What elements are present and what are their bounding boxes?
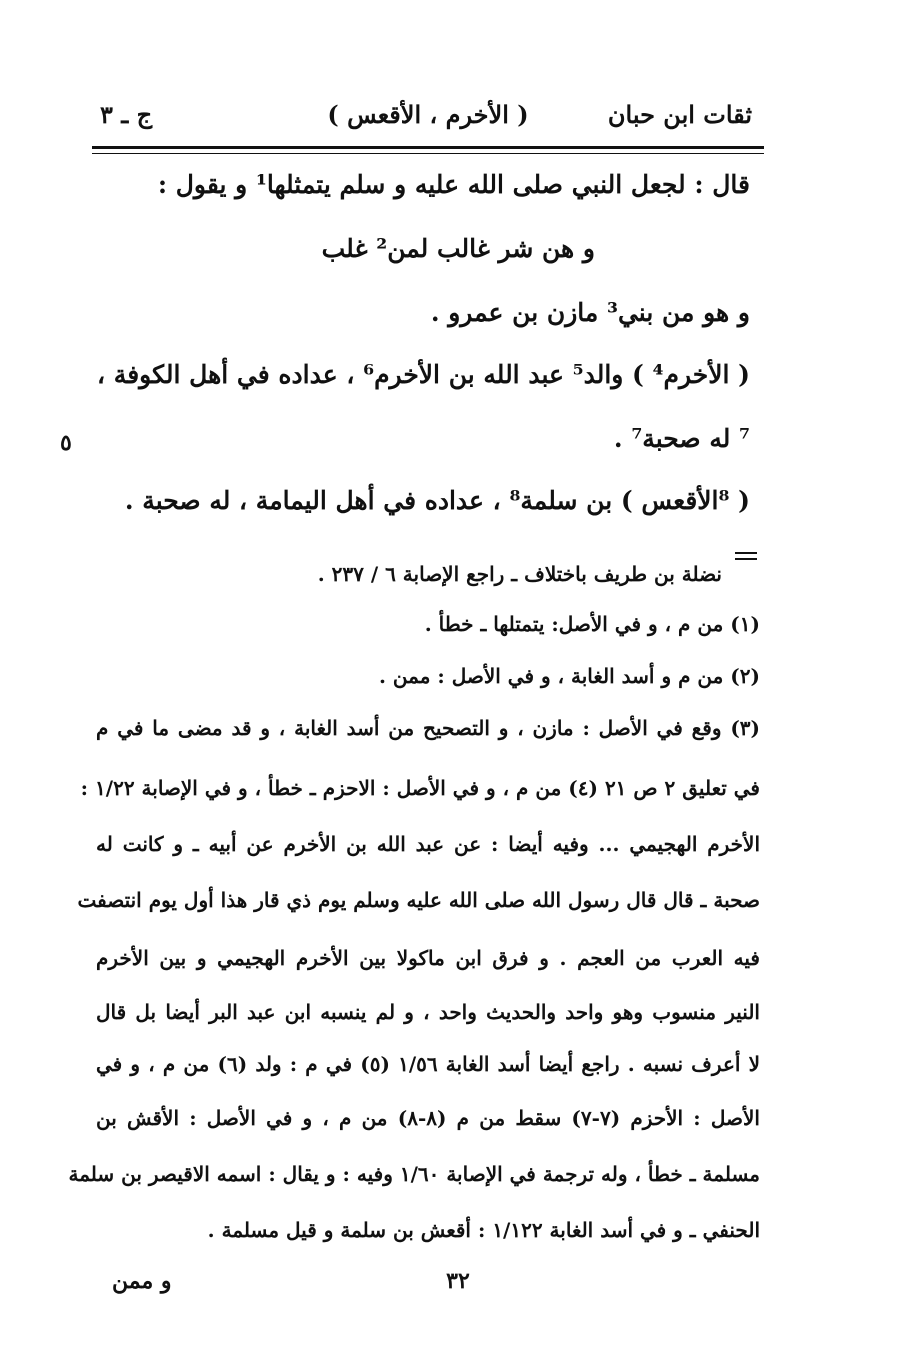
footnote-2: (٢) من م و أسد الغابة ، و في الأصل : ممن . xyxy=(379,664,760,688)
header-rule-thin xyxy=(92,153,764,154)
footnote-line: الحنفي ـ و في أسد الغابة ١/١٢٢ : أقعش بن سلمة و قيل مسلمة . xyxy=(207,1218,760,1242)
continuation-mark-2 xyxy=(735,558,757,560)
footnote-line: فيه العرب من العجم . و فرق ابن ماكولا بين الأخرم الهجيمي و بين الأخرم xyxy=(96,946,760,970)
footnote-line: الأخرم الهجيمي ... وفيه أيضا : عن عبد الله بن الأخرم عن أبيه ـ و كانت له xyxy=(96,832,760,856)
continuation-mark xyxy=(735,552,757,554)
volume-label: ج ـ ٣ xyxy=(100,100,153,129)
header-rule-thick xyxy=(92,146,764,149)
catchword: و ممن xyxy=(112,1268,172,1294)
footnote-line: لا أعرف نسبه . راجع أيضا أسد الغابة ١/٥٦ (٥) في م : ولد (٦) من م ، و في xyxy=(96,1052,760,1076)
body-line-5: ⁷ له صحبة⁷ . xyxy=(613,424,750,453)
verse-line: و هن شر غالب لمن² غلب xyxy=(321,234,595,263)
entry-al-akhram: ( الأخرم⁴ ) والد⁵ عبد الله بن الأخرم⁶ ، عداده في أهل الكوفة ، xyxy=(97,360,750,389)
footnote-1: (١) من م ، و في الأصل: يتمتلها ـ خطأ . xyxy=(424,612,760,636)
footnote-3: (٣) وقع في الأصل : مازن ، و التصحيح من أسد الغابة ، و قد مضى ما في م xyxy=(96,716,760,740)
footnote-line: النير منسوب وهو واحد والحديث واحد ، و لم ينسبه ابن عبد البر أيضا بل قال xyxy=(96,1000,760,1024)
body-line-1: قال : لجعل النبي صلى الله عليه و سلم يتمثلها¹ و يقول : xyxy=(157,170,750,199)
footnote-line: في تعليق ٢ ص ٢١ (٤) من م ، و في الأصل : الاحزم ـ خطأ ، و في الإصابة ١/٢٢ : xyxy=(80,776,760,800)
entry-al-aqas: ( ⁸الأقعس ) بن سلمة⁸ ، عداده في أهل اليمامة ، له صحبة . xyxy=(124,486,750,515)
footnote-line: صحبة ـ قال قال رسول الله صلى الله عليه وسلم يوم ذي قار هذا أول يوم انتصفت xyxy=(77,888,760,912)
footnote-continuation: نضلة بن طريف باختلاف ـ راجع الإصابة ٦ / ٢٣٧ . xyxy=(317,562,722,586)
page-number: ٣٢ xyxy=(446,1268,470,1294)
footnote-line: الأصل : الأحزم (٧-٧) سقط من م (٨-٨) من م ، و في الأصل : الأقش بن xyxy=(96,1106,760,1130)
section-title: ( الأخرم ، الأقعس ) xyxy=(327,100,529,129)
book-title: ثقات ابن حبان xyxy=(607,100,752,129)
body-line-3: و هو من بني³ مازن بن عمرو . xyxy=(430,298,750,327)
running-header xyxy=(96,96,760,140)
line-number: ٥ xyxy=(60,430,72,456)
footnote-line: مسلمة ـ خطأ ، وله ترجمة في الإصابة ١/٦٠ وفيه : و يقال : اسمه الاقيصر بن سلمة xyxy=(68,1162,760,1186)
